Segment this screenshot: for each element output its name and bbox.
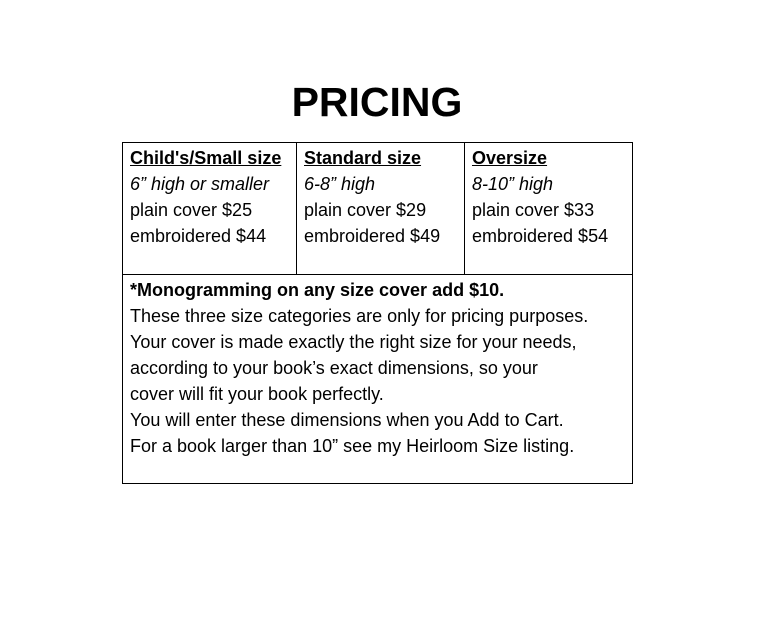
note-line: cover will fit your book perfectly. xyxy=(130,384,384,404)
size-cell-standard xyxy=(297,143,465,275)
note-line: You will enter these dimensions when you Add to Cart. xyxy=(130,410,564,430)
page-title: PRICING xyxy=(291,79,463,125)
size-heading: Standard size xyxy=(304,148,422,168)
size-cell-oversize xyxy=(465,143,633,275)
plain-cover-price: plain cover $33 xyxy=(472,200,595,220)
note-line: These three size categories are only for pricing purposes. xyxy=(130,306,589,326)
size-heading: Child's/Small size xyxy=(130,148,282,168)
embroidered-price: embroidered $49 xyxy=(304,226,441,246)
size-cell-child-small xyxy=(123,143,297,275)
note-line: Your cover is made exactly the right size for your needs, xyxy=(130,332,577,352)
size-row xyxy=(123,143,633,275)
notes-cell xyxy=(123,275,633,484)
plain-cover-price: plain cover $29 xyxy=(304,200,427,220)
embroidered-price: embroidered $44 xyxy=(130,226,267,246)
plain-cover-price: plain cover $25 xyxy=(130,200,253,220)
size-heading: Oversize xyxy=(472,148,548,168)
note-line: according to your book’s exact dimensions, so your xyxy=(130,358,538,378)
notes-row xyxy=(123,275,633,484)
pricing-table xyxy=(122,142,633,484)
embroidered-price: embroidered $54 xyxy=(472,226,609,246)
size-height: 6” high or smaller xyxy=(130,174,270,194)
monogram-note: *Monogramming on any size cover add $10. xyxy=(130,280,505,300)
note-line: For a book larger than 10” see my Heirloom Size listing. xyxy=(130,436,575,456)
size-height: 6-8” high xyxy=(304,174,376,194)
size-height: 8-10” high xyxy=(472,174,554,194)
